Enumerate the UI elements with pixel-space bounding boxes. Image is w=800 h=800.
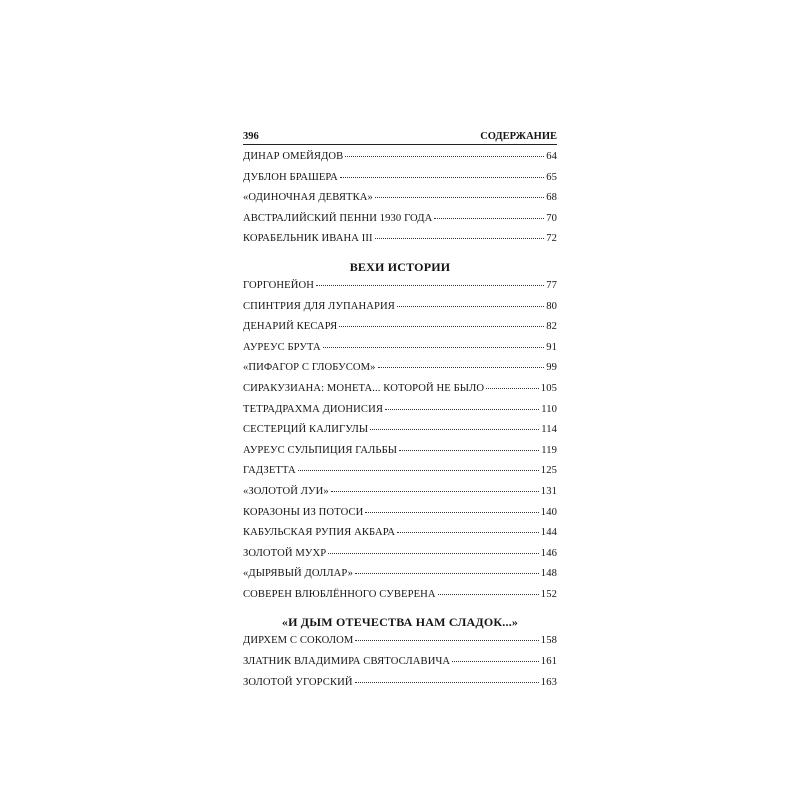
dot-leader (434, 218, 544, 219)
toc-entry-title: ДУБЛОН БРАШЕРА (243, 171, 338, 183)
toc-entry-title: СПИНТРИЯ ДЛЯ ЛУПАНАРИЯ (243, 300, 395, 312)
toc-entry-page: 64 (546, 151, 557, 162)
toc-entry-title: ЗОЛОТОЙ УГОРСКИЙ (243, 676, 353, 688)
toc-entry-page: 131 (540, 485, 557, 497)
toc-entry-title: КОРАЗОНЫ ИЗ ПОТОСИ (243, 506, 364, 518)
toc-entry (243, 465, 557, 486)
toc-entry-title: «ПИФАГОР С ГЛОБУСОМ» (243, 362, 376, 374)
dot-leader (399, 450, 539, 451)
toc-entry-title: СЕСТЕРЦИЙ КАЛИГУЛЫ (243, 424, 369, 436)
toc-entry-page: 72 (546, 233, 557, 245)
toc-entry-title: ГАДЗЕТТА (243, 465, 296, 477)
toc-entry (243, 383, 557, 404)
toc-list-section-1 (243, 280, 557, 610)
toc-entry-page: 77 (546, 279, 557, 291)
toc-entry-page: 110 (541, 403, 557, 415)
dot-leader (397, 532, 539, 533)
toc-entry-title: АВСТРАЛИЙСКИЙ ПЕННИ 1930 ГОДА (243, 212, 433, 224)
dot-leader (355, 682, 539, 683)
dot-leader (385, 409, 539, 410)
toc-entry-title: АУРЕУС БРУТА (243, 341, 321, 353)
toc-entry-page: 68 (546, 192, 557, 204)
dot-leader (355, 573, 539, 574)
toc-entry-page: 105 (540, 382, 557, 394)
toc-entry (243, 151, 557, 172)
dot-leader (340, 177, 544, 178)
toc-entry (243, 321, 557, 342)
dot-leader (339, 326, 544, 327)
toc-list-section-2 (243, 635, 557, 697)
dot-leader (370, 429, 539, 430)
toc-entry-title: КАБУЛЬСКАЯ РУПИЯ АКБАРА (243, 527, 396, 539)
toc-entry (243, 192, 557, 213)
toc-entry-title: ЗОЛОТОЙ МУХР (243, 547, 327, 559)
toc-entry-page: 114 (541, 424, 557, 436)
dot-leader (375, 238, 545, 239)
toc-entry (243, 280, 557, 301)
toc-entry (243, 548, 557, 569)
toc-entry (243, 677, 557, 698)
toc-entry-title: ЗЛАТНИК ВЛАДИМИРА СВЯТОСЛАВИЧА (243, 656, 451, 668)
toc-entry-title: «ДЫРЯВЫЙ ДОЛЛАР» (243, 568, 354, 580)
toc-entry (243, 404, 557, 425)
toc-entry-title: ДЕНАРИЙ КЕСАРЯ (243, 321, 338, 333)
section-heading: «И ДЫМ ОТЕЧЕСТВА НАМ СЛАДОК...» (281, 615, 519, 630)
toc-list-intro (243, 151, 557, 254)
toc-entry-page: 152 (540, 588, 557, 600)
toc-entry-page: 82 (546, 321, 557, 333)
toc-entry-title: АУРЕУС СУЛЬПИЦИЯ ГАЛЬБЫ (243, 444, 398, 456)
dot-leader (316, 285, 544, 286)
toc-entry-title: «ОДИНОЧНАЯ ДЕВЯТКА» (243, 192, 373, 204)
toc-entry (243, 424, 557, 445)
toc-entry-page: 125 (540, 465, 557, 477)
toc-entry-title: ГОРГОНЕЙОН (243, 279, 314, 291)
running-header (243, 128, 557, 145)
toc-entry (243, 172, 557, 193)
toc-entry-page: 148 (540, 568, 557, 580)
dot-leader (438, 594, 539, 595)
toc-entry-title: КОРАБЕЛЬНИК ИВАНА III (243, 233, 373, 245)
toc-entry (243, 213, 557, 234)
dot-leader (375, 197, 544, 198)
toc-entry (243, 486, 557, 507)
toc-entry-page: 99 (546, 362, 557, 374)
toc-entry (243, 362, 557, 383)
dot-leader (452, 661, 539, 662)
dot-leader (365, 512, 538, 513)
dot-leader (323, 347, 544, 348)
toc-entry (243, 342, 557, 363)
dot-leader (345, 156, 544, 157)
dot-leader (328, 553, 539, 554)
toc-entry-title: СИРАКУЗИАНА: МОНЕТА... КОТОРОЙ НЕ БЫЛО (243, 382, 485, 394)
toc-entry-title: «ЗОЛОТОЙ ЛУИ» (243, 485, 329, 497)
toc-entry (243, 507, 557, 528)
book-page (243, 128, 557, 688)
dot-leader (331, 491, 539, 492)
toc-entry-page: 70 (546, 212, 557, 224)
toc-entry (243, 527, 557, 548)
section-heading: ВЕХИ ИСТОРИИ (349, 259, 451, 274)
dot-leader (486, 388, 539, 389)
toc-entry-page: 91 (546, 341, 557, 353)
toc-entry-page: 146 (540, 547, 557, 559)
dot-leader (397, 306, 544, 307)
toc-entry-title: ТЕТРАДРАХМА ДИОНИСИЯ (243, 403, 383, 415)
toc-entry-page: 144 (540, 527, 557, 539)
toc-entry-page: 163 (540, 676, 557, 688)
toc-entry-page: 80 (546, 300, 557, 312)
toc-entry-page: 140 (540, 506, 557, 518)
toc-entry (243, 301, 557, 322)
toc-entry (243, 589, 557, 610)
toc-entry-title: ДИНАР ОМЕЙЯДОВ (243, 151, 344, 162)
dot-leader (298, 470, 539, 471)
toc-entry (243, 635, 557, 656)
toc-entry (243, 656, 557, 677)
dot-leader (378, 367, 545, 368)
toc-entry-page: 119 (541, 444, 557, 456)
page-number: 396 (243, 131, 259, 142)
toc-entry (243, 568, 557, 589)
toc-entry-page: 161 (540, 656, 557, 668)
toc-entry (243, 445, 557, 466)
toc-entry-page: 65 (546, 171, 557, 183)
toc-entry-title: СОВЕРЕН ВЛЮБЛЁННОГО СУВЕРЕНА (243, 588, 436, 600)
toc-entry (243, 233, 557, 254)
toc-entry-title: ДИРХЕМ С СОКОЛОМ (243, 635, 354, 647)
toc-entry-page: 158 (540, 635, 557, 647)
running-title: СОДЕРЖАНИЕ (480, 131, 557, 142)
dot-leader (355, 640, 538, 641)
